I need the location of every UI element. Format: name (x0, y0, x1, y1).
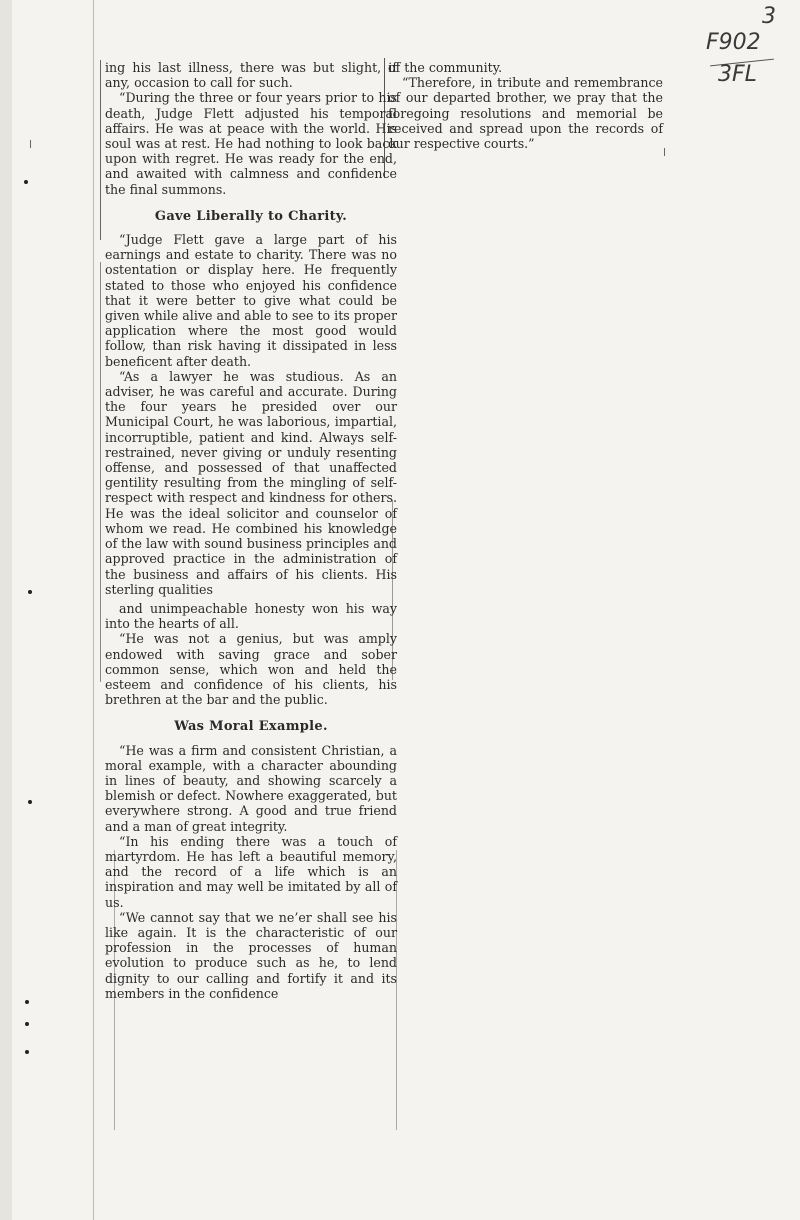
section-heading: Gave Liberally to Charity. (154, 208, 348, 224)
margin-mark (24, 180, 28, 184)
paragraph: and unimpeachable honesty won his way into the hearts of all. (105, 600, 397, 632)
paragraph: ing his last illness, there was but slight, if any, occasion to call for such. (105, 60, 397, 91)
section-heading: Was Moral Example. (174, 719, 328, 735)
column-border-left-lower (100, 262, 101, 682)
paragraph: “He was not a genius, but was amply endowed with saving grace and sober common sense, which won and held the esteem and confidence of his clients, his brethren at the bar and the public. (105, 631, 397, 708)
paragraph: “We cannot say that we ne’er shall see his like again. It is the characteristic of our profession in the processes of human evolution to produce such as he, to lend dignity to our calling and fortify it and its members in the confidence (105, 909, 397, 1001)
margin-tick (30, 140, 31, 148)
article-right-column (388, 60, 663, 151)
handwritten-code-bottom: 3FL (718, 62, 757, 87)
paragraph: “Therefore, in tribute and remembrance of our departed brother, we pray that the foregoing resolutions and memorial be received and spread upon the records of our respective courts.” (388, 75, 663, 152)
margin-mark (25, 1022, 29, 1026)
paragraph: “In his ending there was a touch of martyrdom. He has left a beautiful memory, and the record of a life which is an inspiration and may well be imitated by all of us. (105, 833, 397, 910)
paragraph: “As a lawyer he was studious. As an adviser, he was careful and accurate. During the four years he presided over our Municipal Court, he was laborious, impartial, incorruptible, patient and kind. Always self-restrained, never giving or unduly resenting offense, and possessed of that unaffected gentility resulting from the mingling of self-respect with respect and kindness for others. He was the ideal solicitor and counselor of whom we read. He combined his knowledge of the law with sound business principles and approved practice in the administration of the business and affairs of his clients. His sterling qualities (105, 368, 397, 597)
paragraph: “Judge Flett gave a large part of his earnings and estate to charity. There was no ostentation or display here. He frequently stated to those who enjoyed his confidence that it were better to give what could be given while alive and able to see to its proper application where the most good would follow, than risk having it dissipated in less beneficent after death. (105, 232, 397, 369)
article-left-column (105, 60, 397, 1001)
handwritten-code-top: F902 (706, 30, 761, 55)
column-border-left (100, 60, 101, 240)
page-fold-line (93, 0, 94, 1220)
paragraph: “During the three or four years prior to his death, Judge Flett adjusted his temporal affairs. He was at peace with the world. His soul was at rest. He had nothing to look back upon with regret. He was ready for the end, and awaited with calmness and confidence the final summons. (105, 90, 397, 197)
margin-tick (664, 148, 665, 156)
margin-mark (25, 1000, 29, 1004)
page-edge (0, 0, 12, 1220)
handwritten-page-number: 3 (762, 4, 776, 29)
paragraph: of the community. (388, 60, 503, 75)
paragraph: “He was a firm and consistent Christian, a moral example, with a character abounding in lines of beauty, and showing scarcely a blemish or defect. Nowhere exaggerated, but everywhere strong. A good and true friend and a man of great integrity. (105, 742, 397, 834)
margin-mark (28, 590, 32, 594)
margin-mark (25, 1050, 29, 1054)
margin-mark (28, 800, 32, 804)
